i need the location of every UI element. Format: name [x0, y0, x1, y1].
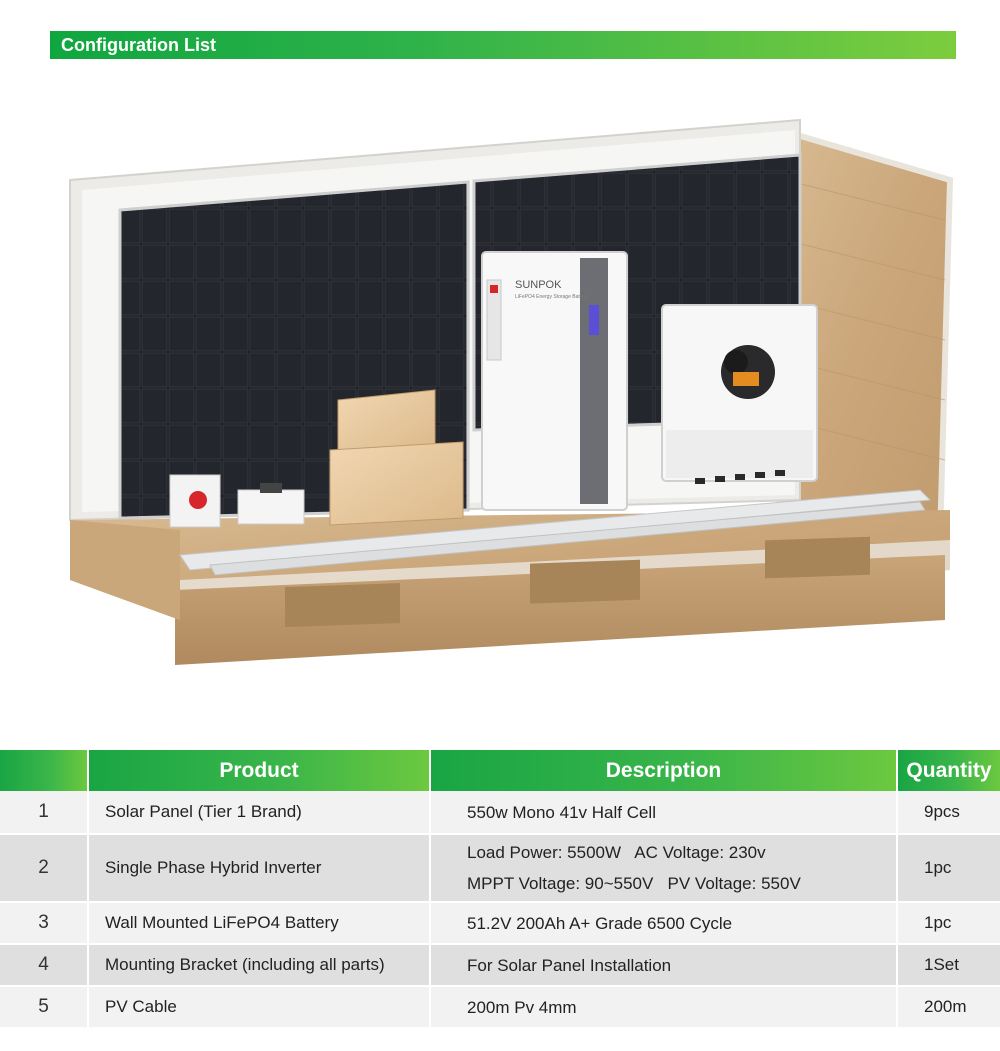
table-row — [0, 987, 1000, 1027]
row-description: 200m Pv 4mm — [430, 987, 897, 1027]
table-header-row — [0, 750, 1000, 791]
configuration-table — [0, 750, 1000, 1027]
table-row — [0, 945, 1000, 985]
table-row — [0, 791, 1000, 833]
row-quantity: 1pc — [897, 835, 1000, 901]
section-title: Configuration List — [61, 35, 216, 55]
row-quantity: 200m — [897, 987, 1000, 1027]
header-product: Product — [88, 750, 430, 791]
row-description-line-2: MPPT Voltage: 90~550V PV Voltage: 550V — [467, 874, 801, 893]
row-quantity: 1pc — [897, 903, 1000, 943]
battery-sub-label: LiFePO4 Energy Storage Battery — [515, 294, 589, 300]
row-description: 550w Mono 41v Half Cell — [430, 791, 897, 833]
header-quantity: Quantity — [897, 750, 1000, 791]
header-description: Description — [430, 750, 897, 791]
row-number: 5 — [0, 987, 88, 1027]
row-quantity: 1Set — [897, 945, 1000, 985]
row-product: Mounting Bracket (including all parts) — [88, 945, 430, 985]
row-description: For Solar Panel Installation — [430, 945, 897, 985]
row-number: 4 — [0, 945, 88, 985]
row-number: 1 — [0, 791, 88, 833]
row-number: 3 — [0, 903, 88, 943]
header-number — [0, 750, 88, 791]
row-product: Wall Mounted LiFePO4 Battery — [88, 903, 430, 943]
row-quantity: 9pcs — [897, 791, 1000, 833]
row-description — [430, 835, 897, 901]
row-product: Single Phase Hybrid Inverter — [88, 835, 430, 901]
row-number: 2 — [0, 835, 88, 901]
solar-kit-illustration — [60, 100, 960, 680]
row-description-line-1: Load Power: 5500W AC Voltage: 230v — [467, 843, 766, 862]
table-row — [0, 835, 1000, 901]
row-product: Solar Panel (Tier 1 Brand) — [88, 791, 430, 833]
section-banner — [50, 31, 956, 59]
row-product: PV Cable — [88, 987, 430, 1027]
battery-brand-label: SUNPOK — [515, 279, 562, 291]
row-description: 51.2V 200Ah A+ Grade 6500 Cycle — [430, 903, 897, 943]
table-row — [0, 903, 1000, 943]
